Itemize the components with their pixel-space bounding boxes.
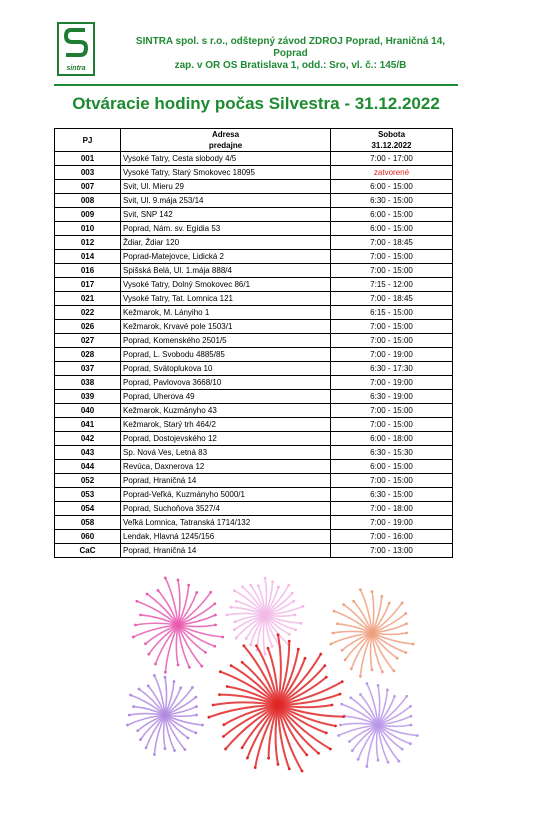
- company-registration-line: zap. v OR OS Bratislava 1, odd.: Sro, vl. č.: 145/B: [174, 60, 407, 71]
- store-code: 027: [55, 334, 121, 348]
- store-address: Poprad-Veľká, Kuzmányho 5000/1: [121, 488, 331, 502]
- table-row: [55, 320, 453, 334]
- store-code: 054: [55, 502, 121, 516]
- store-hours: 7:00 - 15:00: [331, 320, 453, 334]
- store-code: 044: [55, 460, 121, 474]
- store-address: Svit, Ul. Mieru 29: [121, 180, 331, 194]
- store-address: Poprad, Pavlovova 3668/10: [121, 376, 331, 390]
- firework-burst: [226, 577, 305, 656]
- firework-burst: [207, 633, 345, 772]
- table-row: [55, 278, 453, 292]
- store-address: Kežmarok, Starý trh 464/2: [121, 418, 331, 432]
- store-hours: 6:00 - 15:00: [331, 222, 453, 236]
- table-row: [55, 208, 453, 222]
- store-code: 008: [55, 194, 121, 208]
- store-hours: 7:00 - 17:00: [331, 152, 453, 166]
- table-row: [55, 236, 453, 250]
- sintra-s-icon: [63, 27, 89, 61]
- store-address: Poprad, Dostojevského 12: [121, 432, 331, 446]
- store-hours: 7:00 - 15:00: [331, 404, 453, 418]
- store-hours: 6:00 - 15:00: [331, 460, 453, 474]
- store-address: Vysoké Tatry, Dolný Smokovec 86/1: [121, 278, 331, 292]
- table-row: [55, 180, 453, 194]
- store-address: Lendak, Hlavná 1245/156: [121, 530, 331, 544]
- store-address: Svit, SNP 142: [121, 208, 331, 222]
- store-hours: zatvorené: [331, 166, 453, 180]
- store-address: Sp. Nová Ves, Letná 83: [121, 446, 331, 460]
- store-code: 016: [55, 264, 121, 278]
- store-hours: 7:00 - 18:45: [331, 236, 453, 250]
- store-hours: 6:30 - 15:00: [331, 488, 453, 502]
- store-address: Revúca, Daxnerova 12: [121, 460, 331, 474]
- store-hours: 7:00 - 16:00: [331, 530, 453, 544]
- store-hours: 7:00 - 18:45: [331, 292, 453, 306]
- store-address: Veľká Lomnica, Tatranská 1714/132: [121, 516, 331, 530]
- store-code: 022: [55, 306, 121, 320]
- store-hours: 6:30 - 17:30: [331, 362, 453, 376]
- company-name-line: SINTRA spol. s r.o., odštepný závod ZDROJ Poprad, Hraničná 14,: [135, 36, 446, 47]
- store-code: 058: [55, 516, 121, 530]
- store-hours: 7:15 - 12:00: [331, 278, 453, 292]
- table-row: [55, 446, 453, 460]
- store-address: Svit, Ul. 9.mája 253/14: [121, 194, 331, 208]
- store-hours: 6:30 - 15:00: [331, 194, 453, 208]
- store-address: Poprad, Uherova 49: [121, 390, 331, 404]
- store-code: 001: [55, 152, 121, 166]
- store-code: CaC: [55, 544, 121, 558]
- table-row: [55, 348, 453, 362]
- store-hours: 7:00 - 19:00: [331, 516, 453, 530]
- store-hours: 7:00 - 19:00: [331, 348, 453, 362]
- table-row: [55, 292, 453, 306]
- store-hours: 7:00 - 15:00: [331, 264, 453, 278]
- store-code: 037: [55, 362, 121, 376]
- column-header-date: 31.12.2022: [331, 140, 453, 152]
- store-hours: 6:30 - 19:00: [331, 390, 453, 404]
- column-header-address-sub: predajne: [121, 140, 331, 152]
- table-row: [55, 306, 453, 320]
- fireworks-illustration: [110, 575, 440, 805]
- store-address: Poprad, L. Svobodu 4885/85: [121, 348, 331, 362]
- store-address: Poprad, Suchoňova 3527/4: [121, 502, 331, 516]
- firework-burst: [126, 674, 204, 756]
- store-address: Vysoké Tatry, Cesta slobody 4/5: [121, 152, 331, 166]
- store-code: 060: [55, 530, 121, 544]
- table-row: [55, 502, 453, 516]
- store-address: Kežmarok, Kuzmányho 43: [121, 404, 331, 418]
- company-city-line: Poprad: [273, 48, 308, 59]
- store-code: 017: [55, 278, 121, 292]
- firework-burst: [329, 588, 414, 677]
- table-row: [55, 376, 453, 390]
- store-address: Poprad-Matejovce, Lidická 2: [121, 250, 331, 264]
- table-row: [55, 516, 453, 530]
- store-code: 039: [55, 390, 121, 404]
- store-address: Poprad, Nám. sv. Egídia 53: [121, 222, 331, 236]
- store-hours: 7:00 - 13:00: [331, 544, 453, 558]
- firework-burst: [132, 577, 224, 674]
- store-code: 042: [55, 432, 121, 446]
- firework-burst: [337, 682, 418, 768]
- table-row: [55, 418, 453, 432]
- store-code: 009: [55, 208, 121, 222]
- store-address: Spišská Belá, Ul. 1.mája 888/4: [121, 264, 331, 278]
- column-header-address: Adresa: [121, 129, 331, 141]
- logo-text: sintra: [66, 65, 86, 72]
- table-row: [55, 404, 453, 418]
- store-code: 007: [55, 180, 121, 194]
- store-address: Poprad, Svätoplukova 10: [121, 362, 331, 376]
- store-hours: 6:15 - 15:00: [331, 306, 453, 320]
- header-divider: [54, 84, 458, 86]
- store-hours: 7:00 - 18:00: [331, 502, 453, 516]
- store-code: 053: [55, 488, 121, 502]
- store-hours: 6:00 - 15:00: [331, 208, 453, 222]
- store-hours: 7:00 - 19:00: [331, 376, 453, 390]
- company-logo: [57, 22, 95, 76]
- store-code: 021: [55, 292, 121, 306]
- table-row: [55, 222, 453, 236]
- opening-hours-table: [54, 128, 453, 558]
- store-hours: 6:30 - 15:30: [331, 446, 453, 460]
- store-hours: 7:00 - 15:00: [331, 334, 453, 348]
- table-row: [55, 264, 453, 278]
- table-row: [55, 334, 453, 348]
- table-row: [55, 544, 453, 558]
- store-code: 043: [55, 446, 121, 460]
- store-code: 040: [55, 404, 121, 418]
- table-row: [55, 432, 453, 446]
- store-hours: 7:00 - 15:00: [331, 418, 453, 432]
- table-row: [55, 250, 453, 264]
- store-address: Vysoké Tatry, Starý Smokovec 18095: [121, 166, 331, 180]
- table-row: [55, 488, 453, 502]
- store-address: Kežmarok, Krvavé pole 1503/1: [121, 320, 331, 334]
- store-code: 052: [55, 474, 121, 488]
- table-row: [55, 152, 453, 166]
- table-row: [55, 474, 453, 488]
- store-code: 010: [55, 222, 121, 236]
- store-code: 003: [55, 166, 121, 180]
- table-row: [55, 460, 453, 474]
- company-header: [118, 36, 463, 72]
- store-code: 026: [55, 320, 121, 334]
- store-hours: 7:00 - 15:00: [331, 474, 453, 488]
- store-address: Poprad, Komenského 2501/5: [121, 334, 331, 348]
- store-code: 014: [55, 250, 121, 264]
- store-address: Poprad, Hraničná 14: [121, 544, 331, 558]
- store-hours: 6:00 - 15:00: [331, 180, 453, 194]
- column-header-day: Sobota: [331, 129, 453, 141]
- store-address: Poprad, Hraničná 14: [121, 474, 331, 488]
- store-address: Kežmarok, M. Lányiho 1: [121, 306, 331, 320]
- store-code: 041: [55, 418, 121, 432]
- table-row: [55, 390, 453, 404]
- table-row: [55, 362, 453, 376]
- store-hours: 7:00 - 15:00: [331, 250, 453, 264]
- table-row: [55, 194, 453, 208]
- store-code: 012: [55, 236, 121, 250]
- page-title: Otváracie hodiny počas Silvestra - 31.12.2022: [72, 94, 440, 113]
- table-row: [55, 166, 453, 180]
- store-code: 038: [55, 376, 121, 390]
- store-address: Ždiar, Ždiar 120: [121, 236, 331, 250]
- store-address: Vysoké Tatry, Tat. Lomnica 121: [121, 292, 331, 306]
- store-hours: 6:00 - 18:00: [331, 432, 453, 446]
- table-row: [55, 530, 453, 544]
- column-header-pj: PJ: [55, 129, 121, 152]
- store-code: 028: [55, 348, 121, 362]
